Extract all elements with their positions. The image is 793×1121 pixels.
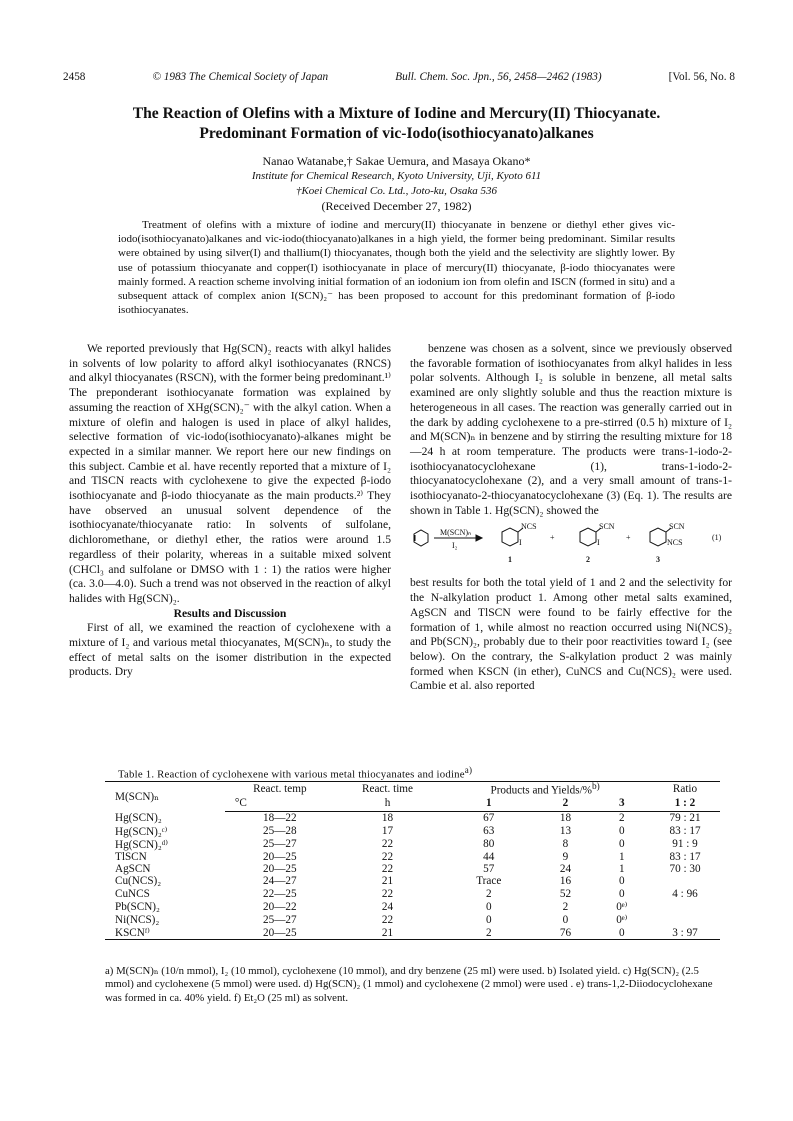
- running-header: [63, 71, 735, 83]
- affiliation-1: Institute for Chemical Research, Kyoto University, Uji, Kyoto 611: [251, 170, 542, 182]
- title-line-2: Predominant Formation of vic-Iodo(isothiocyanato)alkanes: [199, 125, 594, 142]
- table-row: CuNCS 22—25 22 2 52 0 4 : 96: [115, 887, 698, 900]
- cyclohexene-ring: [414, 530, 428, 546]
- header-time: React. time: [335, 782, 440, 797]
- table-row: KSCNᶠ⁾ 20—25 21 2 76 0 3 : 97: [105, 926, 720, 940]
- compound-3-label: 3: [656, 555, 660, 565]
- reagent2-label: I₂: [452, 541, 458, 551]
- author-block: [40, 154, 753, 214]
- table-row: Hg(SCN)₂ᵈ⁾ 25—27 22 80 8 0 91 : 9: [115, 838, 698, 851]
- product-2-group: SCN: [599, 522, 615, 532]
- paper-title: [40, 104, 753, 144]
- results-paragraph: First of all, we examined the reaction of cyclohexene with a mixture of I₂ and various metal thiocyanates, M(SCN)ₙ, to study the effect of metal salts on the isomer distribution in the expected products. Dry: [69, 621, 391, 679]
- volume-info: [Vol. 56, No. 8: [668, 71, 735, 83]
- equation-number: (1): [712, 533, 722, 543]
- reaction-scheme-drawing: [410, 522, 732, 572]
- table-caption-text: Table 1. Reaction of cyclohexene with various metal thiocyanates and iodine: [118, 768, 465, 781]
- product-3-group-b: NCS: [667, 538, 683, 548]
- plus-sign-1: +: [550, 533, 555, 543]
- abstract-text: Treatment of olefins with a mixture of iodine and mercury(II) thiocyanate in benzene or diethyl ether gives vic-iodo(isothiocyanato)alkanes and vic-iodo(thiocyanato)alkanes in a high yield, the former being predominant. Similar results were obtained by using silver(I) and thallium(I) thiocyanates, though both the yield and the selectivity are slightly lower. By use of potassium thiocyanate and copper(I) isothiocyanate in place of mercury(II) thiocyanate, β-iodo thiocyanates were mainly formed. A reaction scheme involving initial formation of an iodonium ion from olefin and ISCN (formed in situ) and a subsequent attack of complex anion I(SCN)₂⁻ has been proposed to account for this predominant formation of β-iodo isothiocyanates.: [118, 219, 675, 317]
- product-1-iodo: I: [519, 538, 522, 548]
- table-row: Hg(SCN)₂ 18—22 18 67 18 2 79 : 21: [115, 812, 701, 825]
- table-footnotes: a) M(SCN)ₙ (10/n mmol), I₂ (10 mmol), cyclohexene (10 mmol), and dry benzene (25 ml) were used. b) Isolated yield. c) Hg(SCN)₂ (2.5 mmol) and cyclohexene (5 mmol) were used. d) Hg(SCN)₂ (1 mmol) and cyclohexene (2 mmol) were used . e) trans-1,2-Diiodocyclohexane was formed in ca. 40% yield. f) Et₂O (25 ml) as solvent.: [105, 965, 713, 1004]
- product-1-group: NCS: [521, 522, 537, 532]
- compound-2-label: 2: [586, 555, 590, 565]
- product-3-ring: [650, 528, 666, 546]
- table-caption: [118, 765, 472, 781]
- header-ratio-sub: 1 : 2: [650, 797, 720, 812]
- header-products: Products and Yields/%$^{b)}$: [440, 782, 650, 797]
- page-number: 2458: [63, 71, 86, 83]
- compound-1-label: 1: [508, 555, 512, 565]
- header-product-1: 1: [440, 797, 537, 812]
- copyright: © 1983 The Chemical Society of Japan: [152, 71, 329, 83]
- table-row: AgSCN 20—25 22 57 24 1 70 : 30: [115, 863, 701, 876]
- reaction-scheme: [410, 522, 732, 570]
- table-row: Pb(SCN)₂ 20—22 24 0 2 0ᵉ⁾: [115, 900, 628, 914]
- header-time-unit: h: [335, 797, 440, 812]
- product-2-iodo: I: [597, 538, 600, 548]
- header-metal: M(SCN)ₙ: [105, 782, 225, 812]
- journal-citation: Bull. Chem. Soc. Jpn., 56, 2458—2462 (1983): [395, 71, 602, 83]
- table-row: Cu(NCS)₂ 24—27 21 Trace 16 0: [115, 875, 625, 888]
- header-product-3: 3: [594, 797, 650, 812]
- table-row: Hg(SCN)₂ᶜ⁾ 25—28 17 63 13 0 83 : 17: [115, 825, 701, 838]
- product-1-ring: [502, 528, 518, 546]
- table-caption-note: a): [464, 765, 473, 775]
- product-3-group-a: SCN: [669, 522, 685, 532]
- title-line-1: The Reaction of Olefins with a Mixture of Iodine and Mercury(II) Thiocyanate.: [132, 105, 661, 122]
- product-2-ring: [580, 528, 596, 546]
- intro-paragraph: We reported previously that Hg(SCN)₂ reacts with alkyl halides in solvents of low polarity to afford alkyl isothiocyanates (RNCS) and alkyl thiocyanates (RSCN), with the former being predominant.¹⁾ The preponderant isothiocyanate formation was explained by assuming the reaction of XHg(SCN)₂⁻ with the alkyl cation. When a mixture of olefin and halogen is used in place of alkyl halides, selective formation of vic-iodo(isothiocyanato)-alkanes might be expected in a similar manner. We report here our new findings on this subject. Cambie et al. have recently reported that a mixture of I₂ and TlSCN reacts with cyclohexene to give the expected β-iodo isothiocyanate and β-iodo thiocyanate as the main products.²⁾ They have observed an unusual solvent dependence of the isothiocyanate/thiocyanate ratio: In solvents of sulfolane, dichloromethane, or diethyl ether, the ratios were around 1.5 regardless of their polarity, whereas in a suitable mixed solvent (CHCl₃ and sulfolane or DMSO with 1 : 1) the ratios were higher (ca. 3.0—4.0). Such a trend was not observed in the reaction of alkyl halides with Hg(SCN)₂.: [69, 342, 391, 605]
- author-names: Nanao Watanabe,† Sakae Uemura, and Masaya Okano*: [262, 154, 531, 168]
- header-temp-unit: °C: [225, 797, 335, 812]
- affiliation-2: †Koei Chemical Co. Ltd., Joto-ku, Osaka 536: [295, 185, 498, 197]
- table-row: TlSCN 20—25 22 44 9 1 83 : 17: [115, 850, 701, 863]
- method-paragraph: benzene was chosen as a solvent, since we previously observed the favorable formation of isothiocyanates from alkyl halides in less polar solvents. Although I₂ is soluble in benzene, all metal salts examined are only slightly soluble and thus the reaction mixture is heterogeneous in all cases. The reaction was generally carried out in the dark by adding cyclohexene to a pre-stirred (0.5 h) mixture of I₂ and M(SCN)ₙ in benzene and by stirring the resulting mixture for 18—24 h at room temperature. The products were trans-1-iodo-2-isothiocyanatocyclohexane (1), trans-1-iodo-2-thiocyanatocyclohexane (2), and a very small amount of trans-1-isothiocyanato-2-thiocyanatocyclohexane (3) (Eq. 1). The results are shown in Table 1. Hg(SCN)₂ showed the: [410, 342, 732, 517]
- abstract: [118, 218, 675, 317]
- header-temp: React. temp: [225, 782, 335, 797]
- header-ratio: Ratio: [650, 782, 720, 797]
- header-product-2: 2: [537, 797, 593, 812]
- table-header-row-1: [105, 782, 720, 797]
- table-row: Ni(NCS)₂ 25—27 22 0 0 0ᵉ⁾: [115, 913, 628, 927]
- results-table: [105, 781, 720, 940]
- reagent-label: M(SCN)ₙ: [440, 528, 472, 538]
- left-column: [69, 342, 391, 680]
- right-column: [410, 342, 732, 694]
- discussion-paragraph: best results for both the total yield of 1 and 2 and the selectivity for the N-alkylation product 1. Among other metal salts examined, AgSCN and TlSCN were found to be fairly effective for the formation of 1, while almost no reaction occurred using Ni(NCS)₂ and Pb(SCN)₂, probably due to their poor reactivities toward I₂ (see below). On the contrary, the S-alkylation product 2 was mainly formed when KSCN (in ether), CuNCS and Cu(NCS)₂ were used. Cambie et al. also reported: [410, 576, 732, 693]
- received-date: (Received December 27, 1982): [321, 199, 472, 213]
- plus-sign-2: +: [626, 533, 631, 543]
- section-heading: Results and Discussion: [173, 606, 287, 620]
